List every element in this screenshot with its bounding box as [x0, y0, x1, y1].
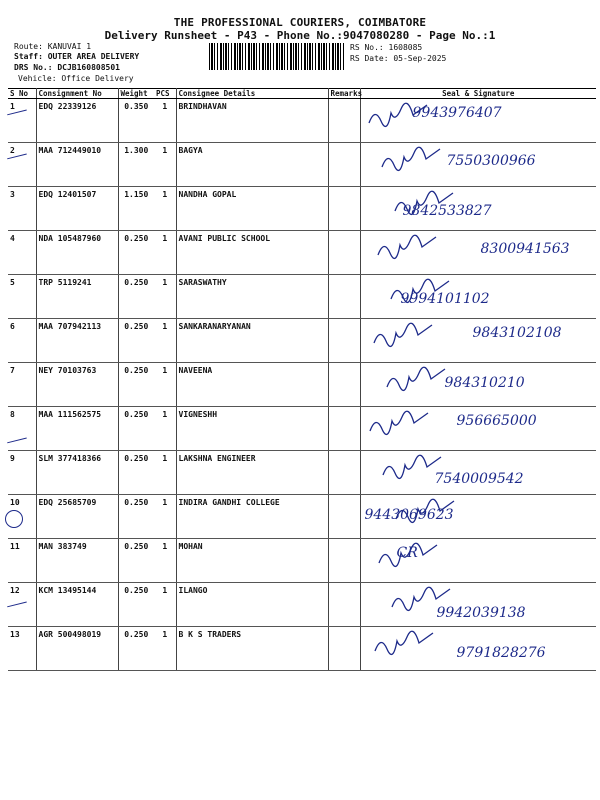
- row-sno: 1: [8, 99, 36, 143]
- row-signature: [360, 539, 596, 583]
- row-remarks: [328, 407, 360, 451]
- row-pcs: 1: [154, 495, 176, 539]
- row-signature: [360, 583, 596, 627]
- signature-scribble: [361, 539, 591, 579]
- handwritten-phone: 956665000: [456, 413, 537, 429]
- table-row: [8, 187, 596, 231]
- handwritten-phone: 984310210: [444, 375, 525, 391]
- row-weight: 0.350: [118, 99, 154, 143]
- row-signature: [360, 495, 596, 539]
- handwritten-phone: 9843102108: [472, 325, 562, 341]
- row-remarks: [328, 99, 360, 143]
- table-row: [8, 451, 596, 495]
- runsheet-table: [8, 88, 596, 671]
- staff-label: Staff: OUTER AREA DELIVERY: [14, 52, 140, 61]
- row-consignee: AVANI PUBLIC SCHOOL: [176, 231, 328, 275]
- row-signature: [360, 187, 596, 231]
- row-consignee: NANDHA GOPAL: [176, 187, 328, 231]
- row-consignment-no: MAA 707942113: [36, 319, 118, 363]
- row-consignee: BRINDHAVAN: [176, 99, 328, 143]
- row-consignment-no: EDQ 25685709: [36, 495, 118, 539]
- row-weight: 0.250: [118, 495, 154, 539]
- col-pcs: PCS: [154, 89, 176, 99]
- row-weight: 0.250: [118, 275, 154, 319]
- row-consignee: BAGYA: [176, 143, 328, 187]
- table-header-row: [8, 89, 596, 99]
- row-pcs: 1: [154, 539, 176, 583]
- col-weight: Weight: [118, 89, 154, 99]
- row-pcs: 1: [154, 627, 176, 671]
- row-consignment-no: KCM 13495144: [36, 583, 118, 627]
- row-sno: 2: [8, 143, 36, 187]
- vehicle-label: Vehicle: Office Delivery: [18, 74, 134, 83]
- row-weight: 1.300: [118, 143, 154, 187]
- row-remarks: [328, 627, 360, 671]
- rs-date: RS Date: 05-Sep-2025: [350, 54, 447, 63]
- row-consignment-no: TRP 5119241: [36, 275, 118, 319]
- row-sno: 11: [8, 539, 36, 583]
- handwritten-phone: 9443069623: [364, 507, 454, 523]
- row-pcs: 1: [154, 363, 176, 407]
- row-consignment-no: NEY 70103763: [36, 363, 118, 407]
- row-pcs: 1: [154, 143, 176, 187]
- table-row: [8, 99, 596, 143]
- handwritten-phone: 9791828276: [456, 645, 546, 661]
- row-pcs: 1: [154, 583, 176, 627]
- row-signature: [360, 451, 596, 495]
- row-remarks: [328, 143, 360, 187]
- drs-label: DRS No.: DCJB160808501: [14, 63, 120, 72]
- table-row: [8, 275, 596, 319]
- table-row: [8, 407, 596, 451]
- row-consignee: SARASWATHY: [176, 275, 328, 319]
- row-pcs: 1: [154, 231, 176, 275]
- col-remarks: Remarks: [328, 89, 360, 99]
- row-pcs: 1: [154, 187, 176, 231]
- row-remarks: [328, 231, 360, 275]
- row-sno: 4: [8, 231, 36, 275]
- row-consignee: SANKARANARYANAN: [176, 319, 328, 363]
- table-row: [8, 495, 596, 539]
- col-signature: Seal & Signature: [360, 89, 596, 99]
- row-weight: 1.150: [118, 187, 154, 231]
- handwritten-phone: 9942039138: [436, 605, 526, 621]
- row-signature: [360, 143, 596, 187]
- table-row: [8, 583, 596, 627]
- row-pcs: 1: [154, 451, 176, 495]
- row-consignee: NAVEENA: [176, 363, 328, 407]
- row-remarks: [328, 539, 360, 583]
- row-weight: 0.250: [118, 539, 154, 583]
- row-signature: [360, 627, 596, 671]
- row-consignment-no: MAN 383749: [36, 539, 118, 583]
- handwritten-phone: 7550300966: [446, 153, 536, 169]
- row-signature: [360, 99, 596, 143]
- row-remarks: [328, 495, 360, 539]
- row-weight: 0.250: [118, 627, 154, 671]
- row-weight: 0.250: [118, 451, 154, 495]
- table-row: [8, 627, 596, 671]
- row-consignment-no: NDA 105487960: [36, 231, 118, 275]
- row-pcs: 1: [154, 275, 176, 319]
- row-signature: [360, 319, 596, 363]
- row-weight: 0.250: [118, 319, 154, 363]
- row-sno: 5: [8, 275, 36, 319]
- handwritten-phone: 9842533827: [402, 203, 492, 219]
- row-consignment-no: AGR 500498019: [36, 627, 118, 671]
- row-signature: [360, 363, 596, 407]
- runsheet-subtitle: Delivery Runsheet - P43 - Phone No.:9047080280 - Page No.:1: [104, 29, 496, 42]
- row-sno: 8: [8, 407, 36, 451]
- row-signature: [360, 275, 596, 319]
- row-sno: 6: [8, 319, 36, 363]
- route-label: Route: KANUVAI 1: [14, 42, 92, 51]
- table-row: [8, 319, 596, 363]
- row-consignment-no: MAA 712449010: [36, 143, 118, 187]
- row-consignee: INDIRA GANDHI COLLEGE: [176, 495, 328, 539]
- row-sno: 12: [8, 583, 36, 627]
- row-signature: [360, 231, 596, 275]
- barcode-image: [209, 43, 345, 70]
- handwritten-phone: 7540009542: [434, 471, 524, 487]
- row-remarks: [328, 363, 360, 407]
- row-sno: 13: [8, 627, 36, 671]
- col-consignment: Consignment No: [36, 89, 118, 99]
- row-consignee: MOHAN: [176, 539, 328, 583]
- row-consignment-no: EDQ 12401507: [36, 187, 118, 231]
- handwritten-phone: 9994101102: [400, 291, 490, 307]
- row-remarks: [328, 187, 360, 231]
- col-sno: S No: [8, 89, 36, 99]
- row-remarks: [328, 451, 360, 495]
- row-weight: 0.250: [118, 231, 154, 275]
- row-sno: 7: [8, 363, 36, 407]
- row-weight: 0.250: [118, 583, 154, 627]
- row-pcs: 1: [154, 319, 176, 363]
- row-consignment-no: SLM 377418366: [36, 451, 118, 495]
- row-consignee: LAKSHNA ENGINEER: [176, 451, 328, 495]
- col-consignee: Consignee Details: [176, 89, 328, 99]
- table-row: [8, 231, 596, 275]
- row-sno: 3: [8, 187, 36, 231]
- handwritten-phone: 9943976407: [412, 105, 502, 121]
- row-remarks: [328, 275, 360, 319]
- row-consignee: ILANGO: [176, 583, 328, 627]
- table-row: [8, 539, 596, 583]
- handwritten-phone: 8300941563: [480, 241, 570, 257]
- row-consignee: VIGNESHH: [176, 407, 328, 451]
- row-remarks: [328, 319, 360, 363]
- row-consignment-no: EDQ 22339126: [36, 99, 118, 143]
- row-weight: 0.250: [118, 363, 154, 407]
- pen-circle-mark: [5, 510, 23, 528]
- row-pcs: 1: [154, 99, 176, 143]
- company-title: THE PROFESSIONAL COURIERS, COIMBATORE: [173, 16, 427, 29]
- row-weight: 0.250: [118, 407, 154, 451]
- row-consignment-no: MAA 111562575: [36, 407, 118, 451]
- row-remarks: [328, 583, 360, 627]
- table-row: [8, 363, 596, 407]
- row-pcs: 1: [154, 407, 176, 451]
- row-signature: [360, 407, 596, 451]
- row-sno: 10: [8, 495, 36, 539]
- table-row: [8, 143, 596, 187]
- handwritten-phone: CR: [396, 545, 418, 561]
- rs-number: RS No.: 1608085: [350, 43, 423, 52]
- row-sno: 9: [8, 451, 36, 495]
- row-consignee: B K S TRADERS: [176, 627, 328, 671]
